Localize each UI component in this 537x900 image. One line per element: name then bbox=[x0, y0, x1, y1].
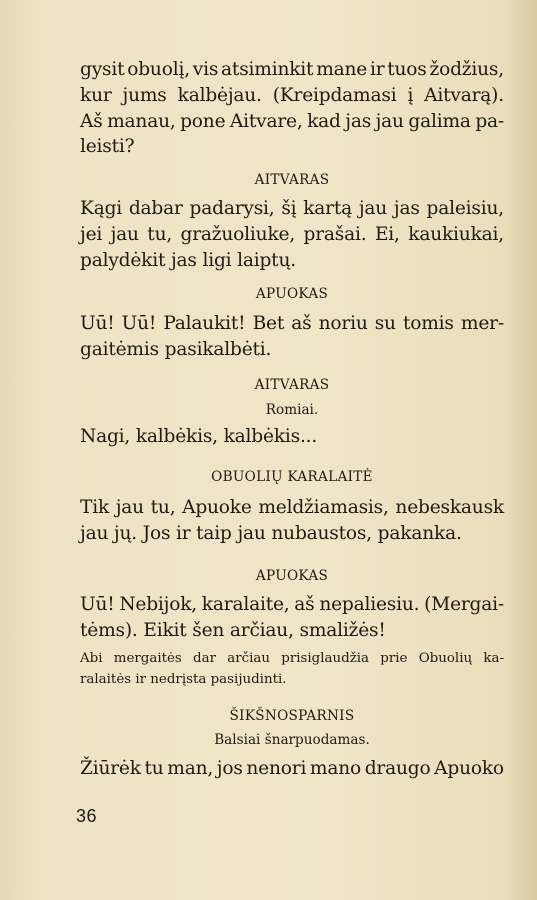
word: Uū! bbox=[121, 313, 157, 334]
word: ka- bbox=[483, 651, 504, 666]
word: jau bbox=[115, 497, 144, 518]
word: jos bbox=[216, 758, 243, 779]
text-line bbox=[80, 311, 504, 337]
word: obuolį, bbox=[127, 59, 190, 80]
word: kur bbox=[80, 84, 112, 106]
text-line bbox=[80, 756, 504, 782]
speaker-name: AITVARAS bbox=[254, 377, 330, 393]
word: aš bbox=[294, 594, 315, 615]
word: atsiminkit bbox=[221, 59, 314, 80]
text-line: jau jų. Jos ir taip jau nubaustos, pakanka. bbox=[80, 522, 462, 544]
word: Nebijok, bbox=[119, 594, 197, 615]
text-line: leisti? bbox=[80, 136, 135, 158]
word: Tik bbox=[80, 497, 110, 518]
text-line bbox=[80, 83, 504, 109]
word: jau bbox=[110, 223, 139, 245]
word: aš bbox=[291, 313, 312, 334]
word: Ei, bbox=[374, 223, 400, 245]
word: kad bbox=[307, 110, 341, 132]
word: mane bbox=[316, 59, 368, 80]
word: jau bbox=[375, 110, 404, 132]
word: Uū! bbox=[80, 594, 115, 615]
word: jums bbox=[122, 84, 167, 106]
word: Kągi bbox=[80, 198, 123, 219]
text-line bbox=[80, 109, 504, 135]
text-line bbox=[80, 592, 504, 618]
speaker-name: OBUOLIŲ KARALAITĖ bbox=[211, 469, 373, 485]
word: Žiūrėk bbox=[80, 758, 141, 779]
word: dabar bbox=[128, 198, 183, 219]
word: tomis bbox=[402, 313, 454, 334]
word: tuos bbox=[387, 59, 427, 80]
paragraph-2 bbox=[80, 196, 504, 273]
word: tu, bbox=[147, 223, 173, 245]
word: mano bbox=[309, 758, 361, 779]
word: kalbėjau. bbox=[177, 84, 262, 106]
word: prisiglaudžia bbox=[281, 651, 370, 666]
text-line bbox=[80, 648, 504, 669]
word: meldžiamasis, bbox=[258, 497, 389, 518]
stage-direction: Balsiai šnarpuodamas. bbox=[214, 732, 370, 748]
speaker-name: ŠIKŠNOSPARNIS bbox=[229, 708, 355, 724]
word: pone bbox=[180, 110, 226, 132]
word: su bbox=[374, 313, 396, 334]
word: Bet bbox=[252, 313, 285, 334]
paragraph-5 bbox=[80, 495, 504, 547]
text-line bbox=[80, 222, 504, 248]
word: galima bbox=[408, 110, 471, 132]
speaker-name: APUOKAS bbox=[255, 568, 329, 584]
speaker-name: APUOKAS bbox=[255, 286, 329, 302]
word: Uū! bbox=[80, 313, 115, 334]
word: į bbox=[407, 84, 414, 106]
word: Aitvarą). bbox=[424, 84, 504, 106]
word: pa- bbox=[475, 110, 504, 132]
text-line bbox=[80, 196, 504, 222]
text-line: ralaitės ir nedrįsta pasijudinti. bbox=[80, 672, 287, 687]
word: Obuolių bbox=[418, 651, 473, 666]
word: mergaitės bbox=[113, 651, 182, 666]
word: Aš bbox=[80, 110, 103, 132]
word: gysit bbox=[80, 59, 125, 80]
word: mer- bbox=[460, 313, 504, 334]
text-line: tėms). Eikit šen arčiau, smaližės! bbox=[80, 619, 386, 641]
paragraph-6 bbox=[80, 592, 504, 644]
word: draugo bbox=[364, 758, 431, 779]
word: arčiau bbox=[227, 651, 271, 666]
text-line: Nagi, kalbėkis, kalbėkis... bbox=[80, 426, 318, 447]
word: man, bbox=[167, 758, 214, 779]
paragraph-7 bbox=[80, 756, 504, 782]
word: jau bbox=[358, 198, 388, 219]
word: Apuoko bbox=[434, 758, 504, 779]
word: ir bbox=[369, 59, 385, 80]
word: prašai. bbox=[303, 223, 367, 245]
word: noriu bbox=[318, 313, 368, 334]
word: gražuoliuke, bbox=[180, 223, 296, 245]
word: nepaliesiu. bbox=[319, 594, 420, 615]
paragraph-4 bbox=[80, 424, 504, 450]
stage-direction: Romiai. bbox=[265, 402, 319, 418]
word: tu, bbox=[150, 497, 176, 518]
word: manau, bbox=[107, 110, 176, 132]
page-number: 36 bbox=[76, 806, 98, 826]
text-line bbox=[80, 495, 504, 521]
word: (Kreipdamasi bbox=[272, 84, 397, 106]
word: kartą bbox=[303, 198, 353, 219]
word: prie bbox=[380, 651, 408, 666]
word: kaukiukai, bbox=[408, 223, 504, 245]
word: šį bbox=[281, 198, 297, 219]
paragraph-3 bbox=[80, 311, 504, 363]
word: nebeskausk bbox=[395, 497, 504, 518]
word: žodžius, bbox=[429, 59, 504, 80]
word: Palaukit! bbox=[163, 313, 246, 334]
word: vis bbox=[192, 59, 219, 80]
word: dar bbox=[193, 651, 217, 666]
word: paleisiu, bbox=[426, 198, 504, 219]
word: padarysi, bbox=[189, 198, 275, 219]
text-line: palydėkit jas ligi laiptų. bbox=[80, 249, 296, 271]
word: Apuoke bbox=[182, 497, 252, 518]
word: jei bbox=[80, 223, 103, 245]
word: jas bbox=[393, 198, 420, 219]
word: (Mergai- bbox=[424, 594, 504, 615]
paragraph-1 bbox=[80, 57, 504, 160]
text-line bbox=[80, 57, 504, 83]
word: tu bbox=[144, 758, 164, 779]
word: Abi bbox=[80, 651, 103, 666]
word: nenori bbox=[246, 758, 307, 779]
speaker-name: AITVARAS bbox=[254, 172, 330, 188]
word: karalaite, bbox=[201, 594, 290, 615]
text-line: gaitėmis pasikalbėti. bbox=[80, 338, 272, 360]
word: jas bbox=[345, 110, 372, 132]
word: Aitvare, bbox=[229, 110, 303, 132]
stage-direction-block bbox=[80, 648, 504, 690]
